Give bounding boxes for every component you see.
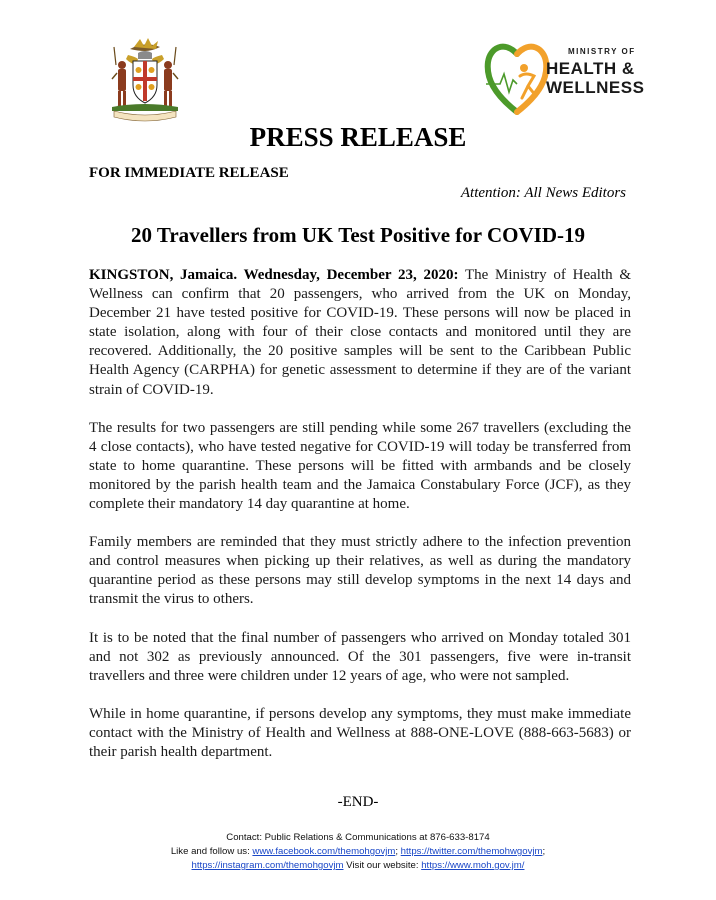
ministry-logo bbox=[484, 36, 645, 120]
website-label: Visit our website: bbox=[346, 860, 419, 871]
website-link[interactable]: https://www.moh.gov.jm/ bbox=[421, 860, 525, 871]
footer-web-line bbox=[0, 859, 716, 873]
footer-follow-line: Like and follow us: www.facebook.com/themohgovjm; https://twitter.com/themohwgovjm; bbox=[170, 846, 546, 857]
end-marker: -END- bbox=[337, 794, 379, 810]
instagram-link[interactable]: https://instagram.com/themohgovjm bbox=[191, 860, 344, 871]
dateline: KINGSTON, Jamaica. Wednesday, December 23, 2020: bbox=[89, 267, 459, 283]
page-title: PRESS RELEASE bbox=[249, 122, 467, 152]
twitter-link[interactable]: https://twitter.com/themohwgovjm bbox=[400, 846, 543, 857]
footer bbox=[0, 831, 716, 873]
logo-line-2: HEALTH & bbox=[546, 59, 635, 78]
headline: 20 Travellers from UK Test Positive for COVID-19 bbox=[131, 223, 585, 247]
heart-logo-icon bbox=[484, 36, 550, 120]
footer-contact: Contact: Public Relations & Communications at 876-633-8174 bbox=[226, 832, 490, 843]
facebook-link[interactable]: www.facebook.com/themohgovjm bbox=[252, 846, 396, 857]
release-body bbox=[89, 266, 631, 781]
coat-of-arms-icon bbox=[100, 35, 190, 125]
logo-line-3: WELLNESS bbox=[546, 78, 645, 97]
paragraph-2: The results for two passengers are still pending while some 267 travellers (excluding the 4 close contacts), who have tested negative for COVID-19 will today be transferred from state to home quarantine. These persons will be fitted with armbands and be closely monitored by the parish health team and the Jamaica Constabulary Force (JCF), as they complete their mandatory 14 day quarantine at home. bbox=[89, 419, 631, 513]
paragraph-1 bbox=[89, 266, 631, 400]
logo-line-1: MINISTRY OF bbox=[568, 47, 636, 56]
paragraph-3: Family members are reminded that they must strictly adhere to the infection prevention and control measures when picking up their relatives, as well as during the mandatory quarantine period as these persons may still develop symptoms in the next 14 days and transmit the virus to others. bbox=[89, 534, 631, 608]
follow-label: Like and follow us: bbox=[170, 846, 250, 857]
attention-line: Attention: All News Editors bbox=[460, 185, 626, 201]
paragraph-1-text: The Ministry of Health & Wellness can confirm that 20 passengers, who arrived from the UK on Monday, December 21 have tested positive for COVID-19. These persons will now be placed in state isolation, along with four of their close contacts and monitored until they are recovered. Additionally, the 20 positive samples will be sent to the Caribbean Public Health Agency (CARPHA) for genetic assessment to determine if they are of the variant strain of COVID-19. bbox=[89, 267, 632, 398]
paragraph-4: It is to be noted that the final number of passengers who arrived on Monday totaled 301 and not 302 as previously announced. Of the 301 passengers, five were in-transit travellers and three were children under 12 years of age, who were not sampled. bbox=[89, 629, 631, 684]
paragraph-5: While in home quarantine, if persons develop any symptoms, they must make immediate contact with the Ministry of Health and Wellness at 888-ONE-LOVE (888-663-5683) or their parish health department. bbox=[89, 705, 631, 760]
logo-text bbox=[546, 36, 644, 96]
for-immediate-release: FOR IMMEDIATE RELEASE bbox=[89, 165, 289, 181]
